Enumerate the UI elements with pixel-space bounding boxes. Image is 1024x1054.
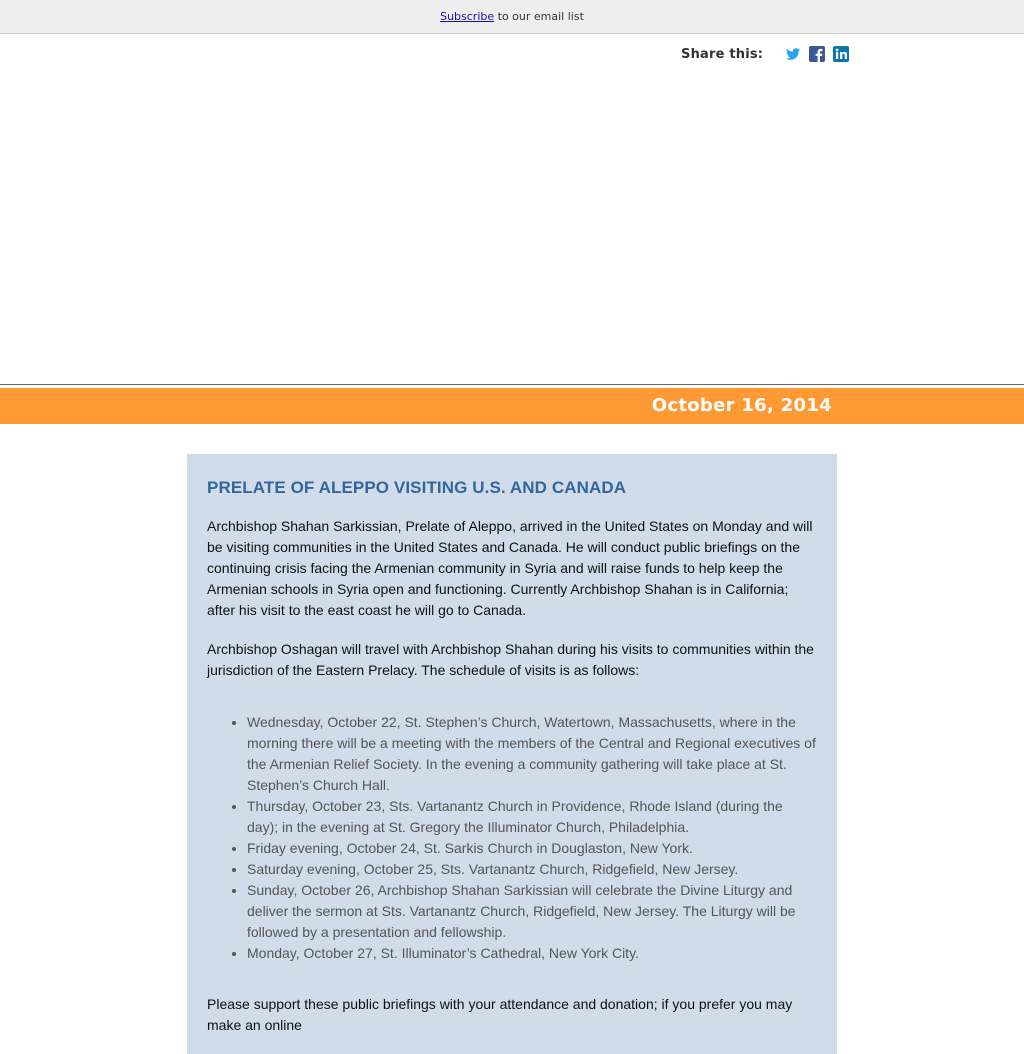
- schedule-item: • Monday, October 27, St. Illuminator’s Cathedral, New York City.: [247, 943, 817, 964]
- schedule-item: • Thursday, October 23, Sts. Vartanantz Church in Providence, Rhode Island (during the day); in the evening at St. Gregory the Illuminator Church, Philadelphia.: [247, 796, 817, 838]
- schedule-item: • Saturday evening, October 25, Sts. Vartanantz Church, Ridgefield, New Jersey.: [247, 859, 817, 880]
- schedule-list: [207, 712, 817, 964]
- share-label: Share this:: [681, 46, 764, 62]
- schedule-item: • Friday evening, October 24, St. Sarkis Church in Douglaston, New York.: [247, 838, 817, 859]
- schedule-item: • Sunday, October 26, Archbishop Shahan Sarkissian will celebrate the Divine Liturgy and deliver the sermon at Sts. Vartanantz Church, Ridgefield, New Jersey. The Liturgy will be followed by a presentation and fellowship.: [247, 880, 817, 943]
- issue-date: October 16, 2014: [651, 395, 832, 416]
- date-banner: [0, 388, 1024, 424]
- article-paragraph-intro: Archbishop Shahan Sarkissian, Prelate of Aleppo, arrived in the United States on Monday and will be visiting communities in the United States and Canada. He will conduct public briefings on the continuing crisis facing the Armenian community in Syria and will raise funds to help keep the Armenian schools in Syria open and functioning. Currently Archbishop Shahan is in California; after his visit to the east coast he will go to Canada.: [207, 518, 813, 618]
- article-title: PRELATE OF ALEPPO VISITING U.S. AND CANADA: [207, 478, 627, 497]
- article-paragraph-travel: Archbishop Oshagan will travel with Archbishop Shahan during his visits to communities within the jurisdiction of the Eastern Prelacy. The schedule of visits is as follows:: [207, 641, 814, 678]
- facebook-icon[interactable]: [809, 46, 825, 62]
- article-card: [187, 454, 837, 1054]
- linkedin-icon[interactable]: [833, 46, 849, 62]
- schedule-item: • Wednesday, October 22, St. Stephen’s Church, Watertown, Massachusetts, where in the morning there will be a meeting with the members of the Central and Regional executives of the Armenian Relief Society. In the evening a community gathering will take place at St. Stephen’s Church Hall.: [247, 712, 817, 796]
- subscribe-link[interactable]: Subscribe: [440, 10, 495, 23]
- share-bar: [681, 44, 849, 64]
- twitter-icon[interactable]: [785, 46, 801, 62]
- article-paragraph-support: Please support these public briefings with your attendance and donation; if you prefer you may make an online: [207, 996, 793, 1033]
- subscribe-bar: [0, 0, 1024, 34]
- subscribe-text: to our email list: [494, 10, 584, 23]
